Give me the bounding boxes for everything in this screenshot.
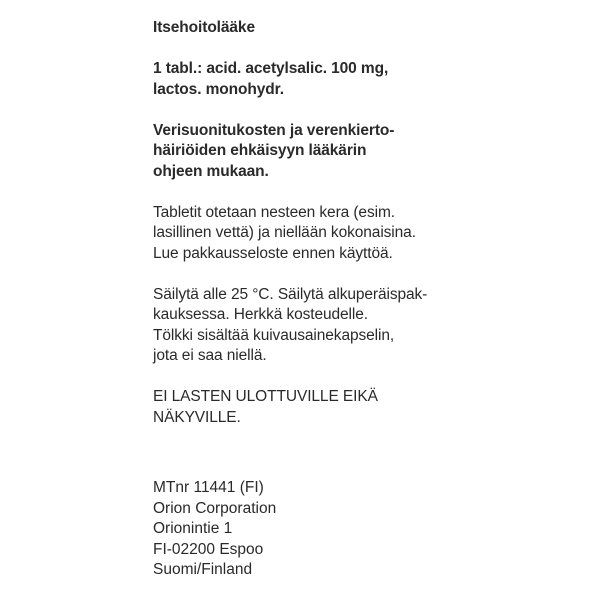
indication-text: Verisuonitukosten ja verenkierto- häiriöiden ehkäisyyn lääkärin ohjeen mukaan. <box>153 121 395 180</box>
storage-instructions: Säilytä alle 25 °C. Säilytä alkuperäispak- kauksessa. Herkkä kosteudelle. Tölkki sisältää kuivausainekapselin, jota ei saa niellä. <box>153 285 428 364</box>
medicine-label-text <box>153 18 583 428</box>
manufacturer-block <box>153 478 583 581</box>
composition-text: 1 tabl.: acid. acetylsalic. 100 mg, lactos. monohydr. <box>153 60 389 98</box>
dosage-instructions: Tabletit otetaan nesteen kera (esim. lasillinen vettä) ja niellään kokonaisina. Lue pakkausseloste ennen käyttöä. <box>153 203 416 262</box>
child-warning: EI LASTEN ULOTTUVILLE EIKÄ NÄKYVILLE. <box>153 388 378 426</box>
mtnr-number: MTnr 11441 (FI) <box>153 479 264 496</box>
label-heading: Itsehoitolääke <box>153 19 255 36</box>
country: Suomi/Finland <box>153 561 253 578</box>
street-address: Orionintie 1 <box>153 520 233 537</box>
postal-address: FI-02200 Espoo <box>153 540 264 558</box>
company-name: Orion Corporation <box>153 499 277 517</box>
